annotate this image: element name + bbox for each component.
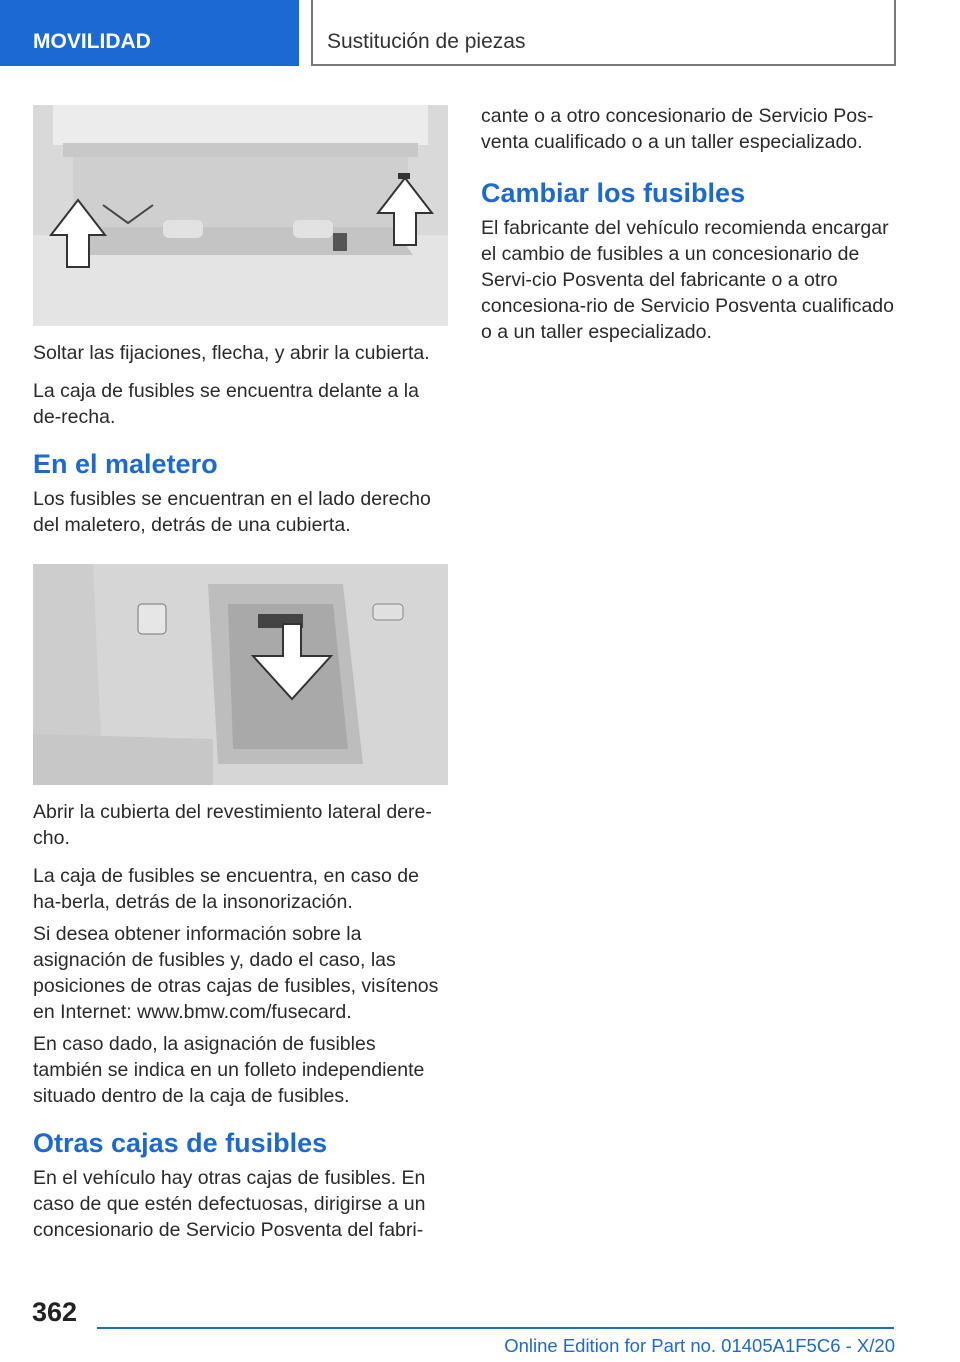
left-column xyxy=(33,105,449,1243)
footer-divider xyxy=(97,1327,894,1329)
paragraph: Si desea obtener información sobre la asignación de fusibles y, dado el caso, las posiciones de otras cajas de fusibles, visítenos en Internet: www.bmw.com/fusecard. xyxy=(33,923,439,1023)
page-number: 362 xyxy=(32,1297,78,1327)
chapter-title: Sustitución de piezas xyxy=(327,30,526,53)
right-column xyxy=(481,103,897,345)
figure-trunk-side-cover xyxy=(33,564,448,785)
paragraph: La caja de fusibles se encuentra, en caso de ha-berla, detrás de la insonorización. xyxy=(33,865,419,913)
section-heading-other-fuse-boxes: Otras cajas de fusibles xyxy=(33,1128,328,1158)
paragraph: cante o a otro concesionario de Servicio Pos-venta cualificado o a un taller especializado. xyxy=(481,105,874,153)
paragraph: En caso dado, la asignación de fusibles también se indica en un folleto independiente situado dentro de la caja de fusibles. xyxy=(33,1033,425,1107)
paragraph: En el vehículo hay otras cajas de fusibles. En caso de que estén defectuosas, dirigirse a un concesionario de Servicio Posventa del fabri- xyxy=(33,1167,426,1241)
figure-trunk-side-cover-illustration xyxy=(33,564,448,785)
section-heading-change-fuses: Cambiar los fusibles xyxy=(481,178,746,208)
footer-edition: Online Edition for Part no. 01405A1F5C6 - X/20 xyxy=(504,1335,895,1356)
chapter-tab xyxy=(311,0,896,66)
figure-fuse-cover-front-illustration xyxy=(33,105,448,326)
paragraph: Los fusibles se encuentran en el lado derecho del maletero, detrás de una cubierta. xyxy=(33,488,431,536)
paragraph: La caja de fusibles se encuentra delante a la de-recha. xyxy=(33,380,419,428)
figure2-caption: Abrir la cubierta del revestimiento lateral dere-cho. xyxy=(33,801,432,849)
section-tab xyxy=(0,0,299,66)
paragraph: El fabricante del vehículo recomienda encargar el cambio de fusibles a un concesionario de Servi-cio Posventa del fabricante o a otro concesiona-rio de Servicio Posventa cualificado o a un taller especializado. xyxy=(481,217,894,343)
section-title: MOVILIDAD xyxy=(33,30,151,53)
figure1-caption: Soltar las fijaciones, flecha, y abrir la cubierta. xyxy=(33,342,430,364)
figure-fuse-cover-front xyxy=(33,105,448,326)
section-heading-trunk: En el maletero xyxy=(33,449,218,479)
